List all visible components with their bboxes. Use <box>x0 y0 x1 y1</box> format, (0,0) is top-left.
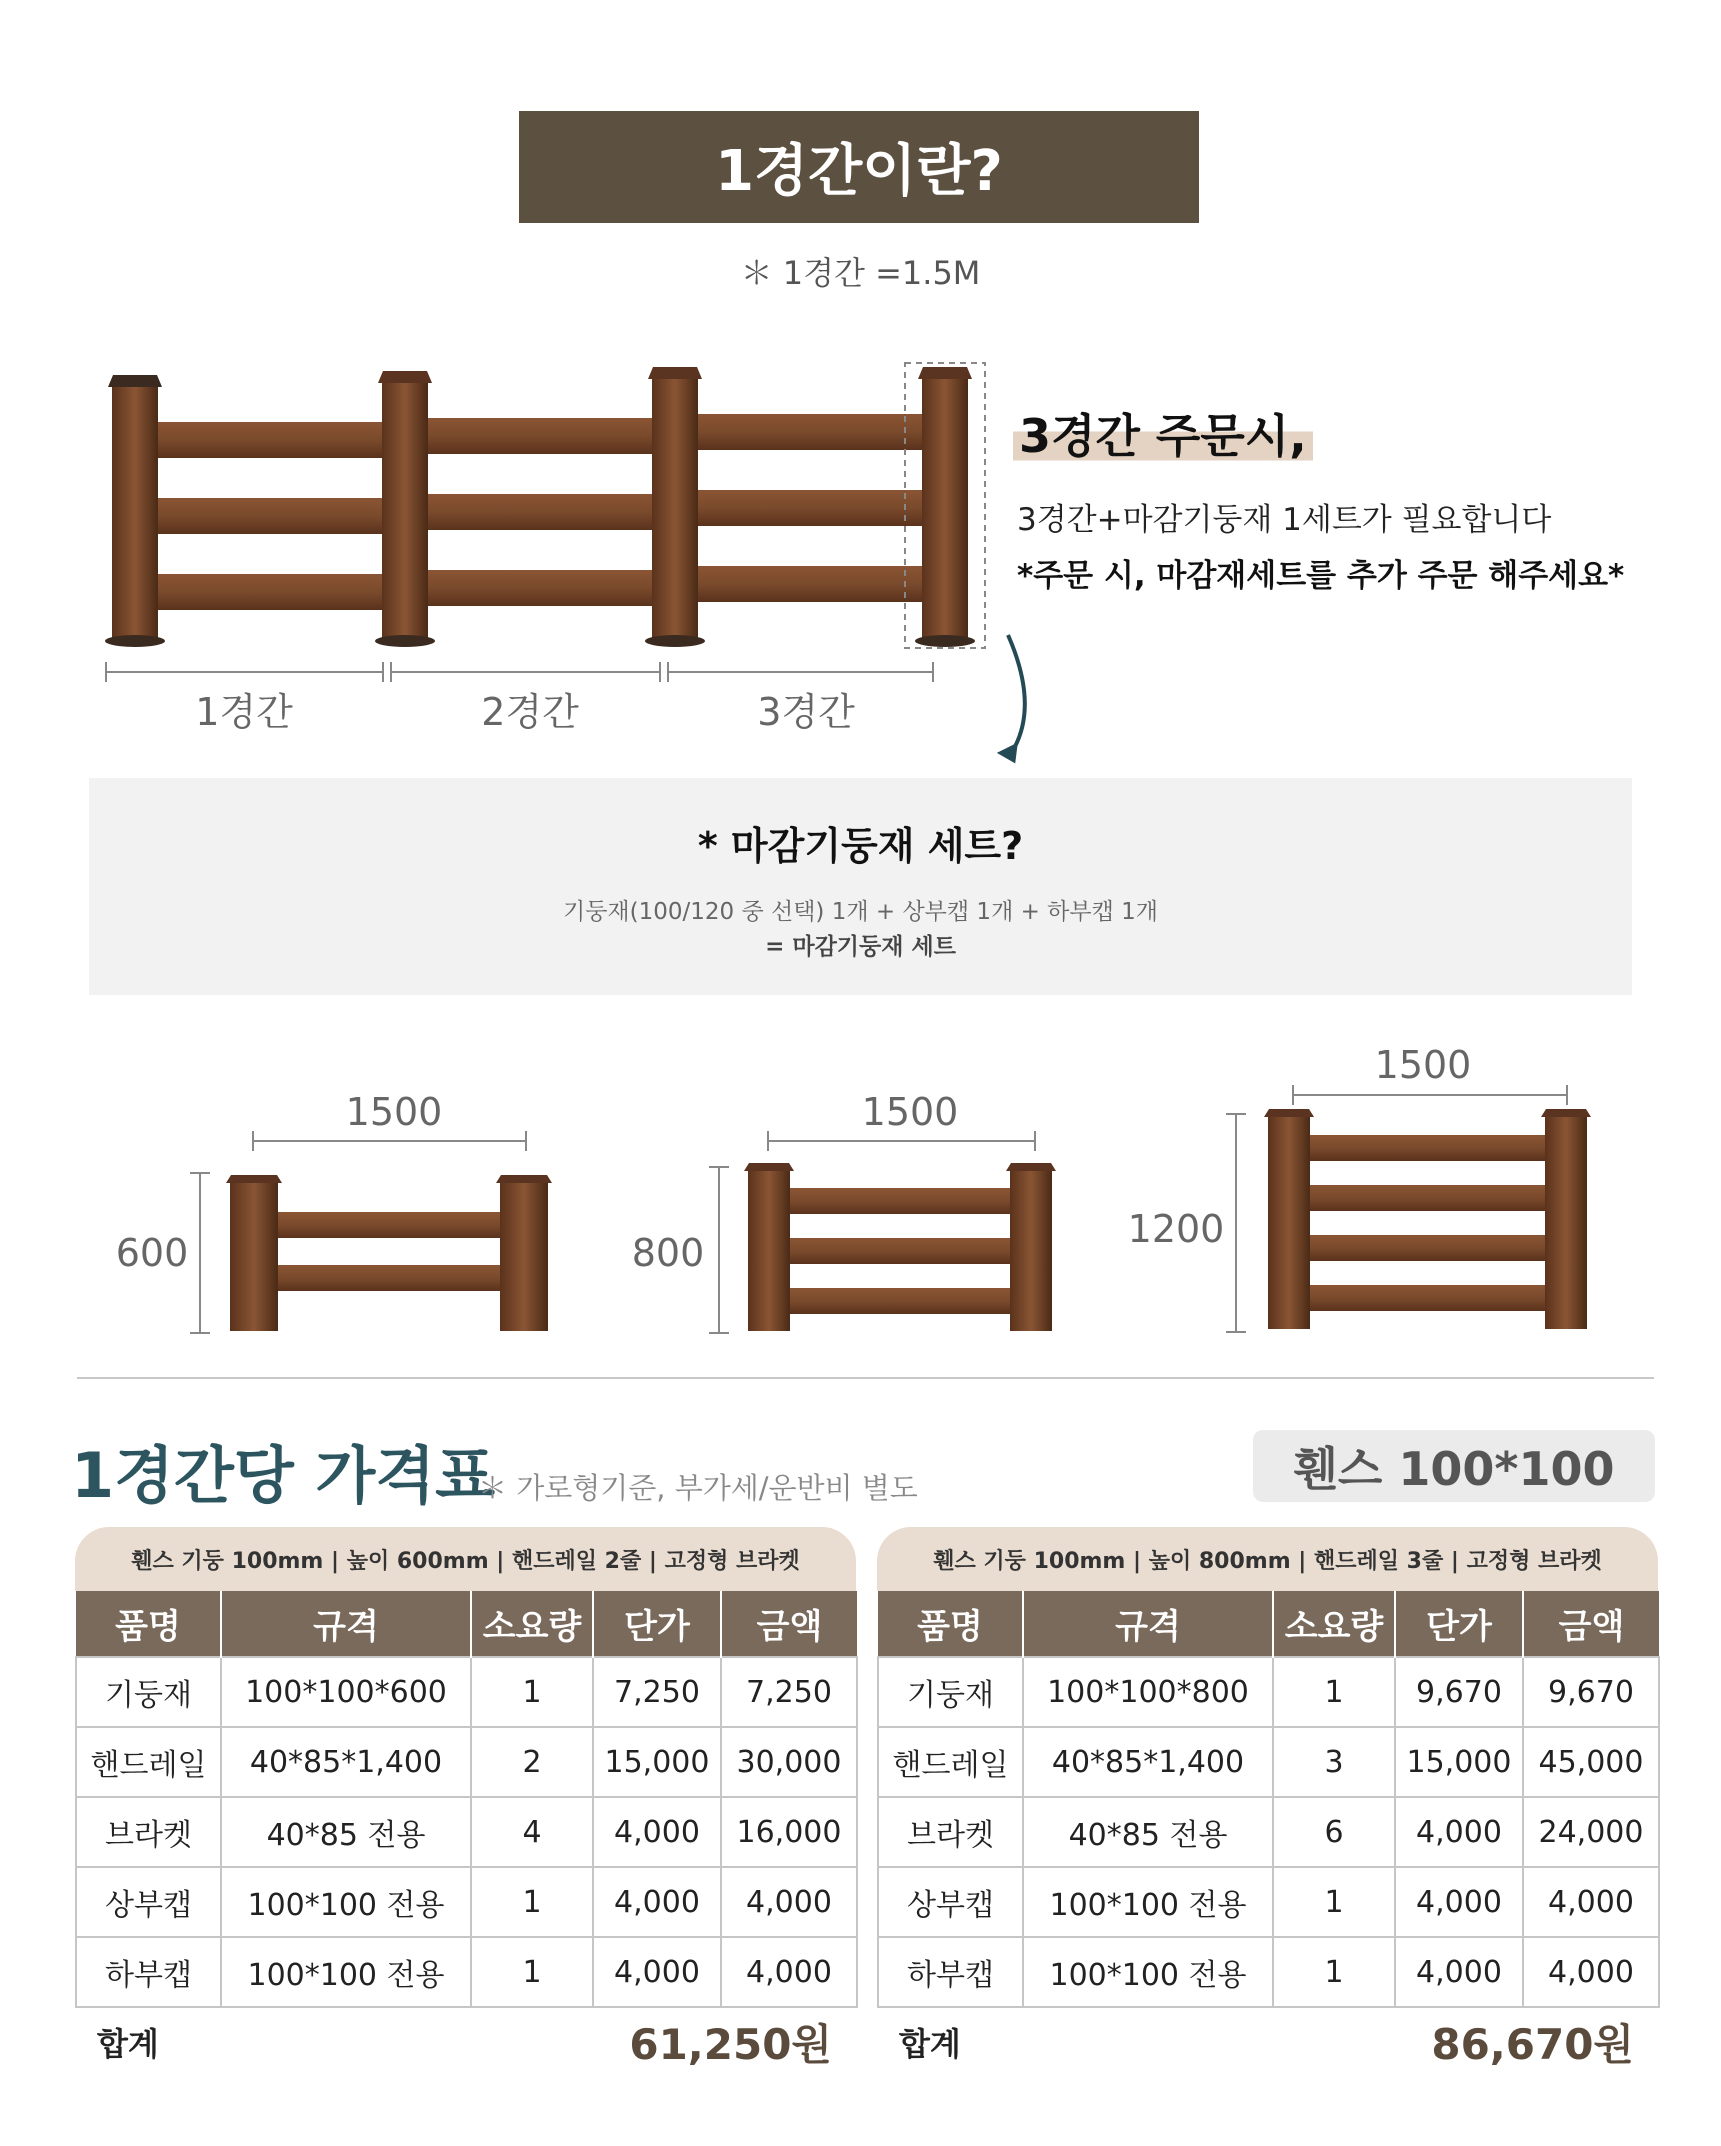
column-header: 품명 <box>878 1591 1023 1657</box>
table-cell: 100*100 전용 <box>1023 1937 1273 2007</box>
table-cell: 40*85 전용 <box>1023 1797 1273 1867</box>
table-row <box>76 1937 857 2007</box>
table-row <box>878 1867 1659 1937</box>
table-cell: 핸드레일 <box>878 1727 1023 1797</box>
table-cell: 4,000 <box>593 1797 721 1867</box>
curved-arrow-icon <box>1008 635 1025 755</box>
table-cell: 9,670 <box>1395 1657 1523 1727</box>
table-cell: 1 <box>471 1867 593 1937</box>
table-cell: 15,000 <box>1395 1727 1523 1797</box>
width-label: 1500 <box>1374 1043 1472 1087</box>
column-header: 품명 <box>76 1591 221 1657</box>
height-800-diagram <box>620 1085 1100 1345</box>
table-cell: 16,000 <box>721 1797 857 1867</box>
table-cell: 1 <box>471 1657 593 1727</box>
table-cell: 기둥재 <box>76 1657 221 1727</box>
table-cell: 24,000 <box>1523 1797 1659 1867</box>
table-cell: 1 <box>471 1937 593 2007</box>
table-row <box>76 1867 857 1937</box>
total-row <box>877 2008 1658 2076</box>
table-cell: 1 <box>1273 1867 1395 1937</box>
table-cell: 4,000 <box>721 1937 857 2007</box>
table-row <box>878 1797 1659 1867</box>
total-value: 86,670원 <box>1431 2020 1634 2069</box>
table-cell: 3 <box>1273 1727 1395 1797</box>
span-label-1: 1경간 <box>195 690 293 734</box>
table-cell: 4,000 <box>1523 1867 1659 1937</box>
column-header: 규격 <box>221 1591 471 1657</box>
fence-rails <box>155 414 930 610</box>
price-note: ＊ 가로형기준, 부가세/운반비 별도 <box>478 1471 918 1505</box>
table-cell: 2 <box>471 1727 593 1797</box>
table-cell: 100*100*800 <box>1023 1657 1273 1727</box>
order-info-text: 3경간+마감기둥재 1세트가 필요합니다 <box>1017 502 1552 538</box>
column-header: 소요량 <box>1273 1591 1395 1657</box>
table-cell: 100*100*600 <box>221 1657 471 1727</box>
total-label: 합계 <box>97 2025 159 2063</box>
table-cell: 100*100 전용 <box>221 1937 471 2007</box>
table-cell: 4,000 <box>1395 1937 1523 2007</box>
table-row <box>76 1657 857 1727</box>
table-caption: 휀스 기둥 100mm | 높이 800mm | 핸드레일 3줄 | 고정형 브라켓 <box>877 1527 1658 1591</box>
span-label-3: 3경간 <box>757 690 855 734</box>
table-cell: 7,250 <box>593 1657 721 1727</box>
order-info-notice: *주문 시, 마감재세트를 추가 주문 해주세요* <box>1017 558 1625 594</box>
total-label: 합계 <box>899 2025 961 2063</box>
column-header: 소요량 <box>471 1591 593 1657</box>
table-header-row <box>878 1591 1659 1657</box>
three-span-fence-diagram <box>0 355 1050 775</box>
table-cell: 브라켓 <box>878 1797 1023 1867</box>
column-header: 규격 <box>1023 1591 1273 1657</box>
table-row <box>878 1937 1659 2007</box>
table-cell: 40*85*1,400 <box>1023 1727 1273 1797</box>
table-cell: 4,000 <box>593 1867 721 1937</box>
table-cell: 30,000 <box>721 1727 857 1797</box>
table-cell: 40*85 전용 <box>221 1797 471 1867</box>
width-label: 1500 <box>861 1090 959 1134</box>
total-value: 61,250원 <box>629 2020 832 2069</box>
total-row <box>75 2008 856 2076</box>
table-cell: 6 <box>1273 1797 1395 1867</box>
table-row <box>76 1727 857 1797</box>
post-set-info-box <box>89 778 1632 995</box>
table-row <box>878 1727 1659 1797</box>
column-header: 금액 <box>721 1591 857 1657</box>
price-table <box>877 1591 1660 2008</box>
table-header-row <box>76 1591 857 1657</box>
table-cell: 7,250 <box>721 1657 857 1727</box>
table-cell: 4,000 <box>1523 1937 1659 2007</box>
span-definition: ＊ 1경간 =1.5M <box>740 254 981 292</box>
post-set-equals: = 마감기둥재 세트 <box>765 934 956 960</box>
column-header: 금액 <box>1523 1591 1659 1657</box>
fence-size-badge: 휀스 100*100 <box>1253 1430 1655 1502</box>
height-label: 800 <box>631 1231 705 1275</box>
height-1200-diagram <box>1120 1035 1620 1345</box>
table-cell: 40*85*1,400 <box>221 1727 471 1797</box>
table-cell: 9,670 <box>1523 1657 1659 1727</box>
table-row <box>878 1657 1659 1727</box>
table-cell: 브라켓 <box>76 1797 221 1867</box>
table-cell: 핸드레일 <box>76 1727 221 1797</box>
height-600-diagram <box>100 1085 580 1345</box>
price-table <box>75 1591 858 2008</box>
order-info-title: 3경간 주문시, <box>1013 400 1313 466</box>
table-cell: 기둥재 <box>878 1657 1023 1727</box>
section-divider <box>77 1377 1654 1379</box>
table-cell: 100*100 전용 <box>221 1867 471 1937</box>
table-row <box>76 1797 857 1867</box>
span-dimension-lines <box>106 662 933 682</box>
section-title: 1경간이란? <box>519 111 1199 223</box>
table-cell: 15,000 <box>593 1727 721 1797</box>
table-cell: 4 <box>471 1797 593 1867</box>
table-cell: 1 <box>1273 1937 1395 2007</box>
table-cell: 45,000 <box>1523 1727 1659 1797</box>
column-header: 단가 <box>593 1591 721 1657</box>
table-cell: 4,000 <box>1395 1797 1523 1867</box>
table-cell: 상부캡 <box>878 1867 1023 1937</box>
price-table-title: 1경간당 가격표 <box>71 1439 496 1512</box>
table-cell: 4,000 <box>721 1867 857 1937</box>
table-cell: 100*100 전용 <box>1023 1867 1273 1937</box>
table-cell: 상부캡 <box>76 1867 221 1937</box>
table-caption: 휀스 기둥 100mm | 높이 600mm | 핸드레일 2줄 | 고정형 브라켓 <box>75 1527 856 1591</box>
height-label: 1200 <box>1127 1207 1225 1251</box>
table-cell: 4,000 <box>593 1937 721 2007</box>
price-table-800 <box>877 1527 1658 2076</box>
width-label: 1500 <box>345 1090 443 1134</box>
post-set-title: * 마감기둥재 세트? <box>697 824 1024 868</box>
post-set-description: 기둥재(100/120 중 선택) 1개 + 상부캡 1개 + 하부캡 1개 <box>562 899 1158 925</box>
column-header: 단가 <box>1395 1591 1523 1657</box>
table-cell: 1 <box>1273 1657 1395 1727</box>
table-cell: 하부캡 <box>76 1937 221 2007</box>
table-cell: 4,000 <box>1395 1867 1523 1937</box>
height-label: 600 <box>115 1231 189 1275</box>
span-label-2: 2경간 <box>481 690 579 734</box>
price-table-600 <box>75 1527 856 2076</box>
table-cell: 하부캡 <box>878 1937 1023 2007</box>
